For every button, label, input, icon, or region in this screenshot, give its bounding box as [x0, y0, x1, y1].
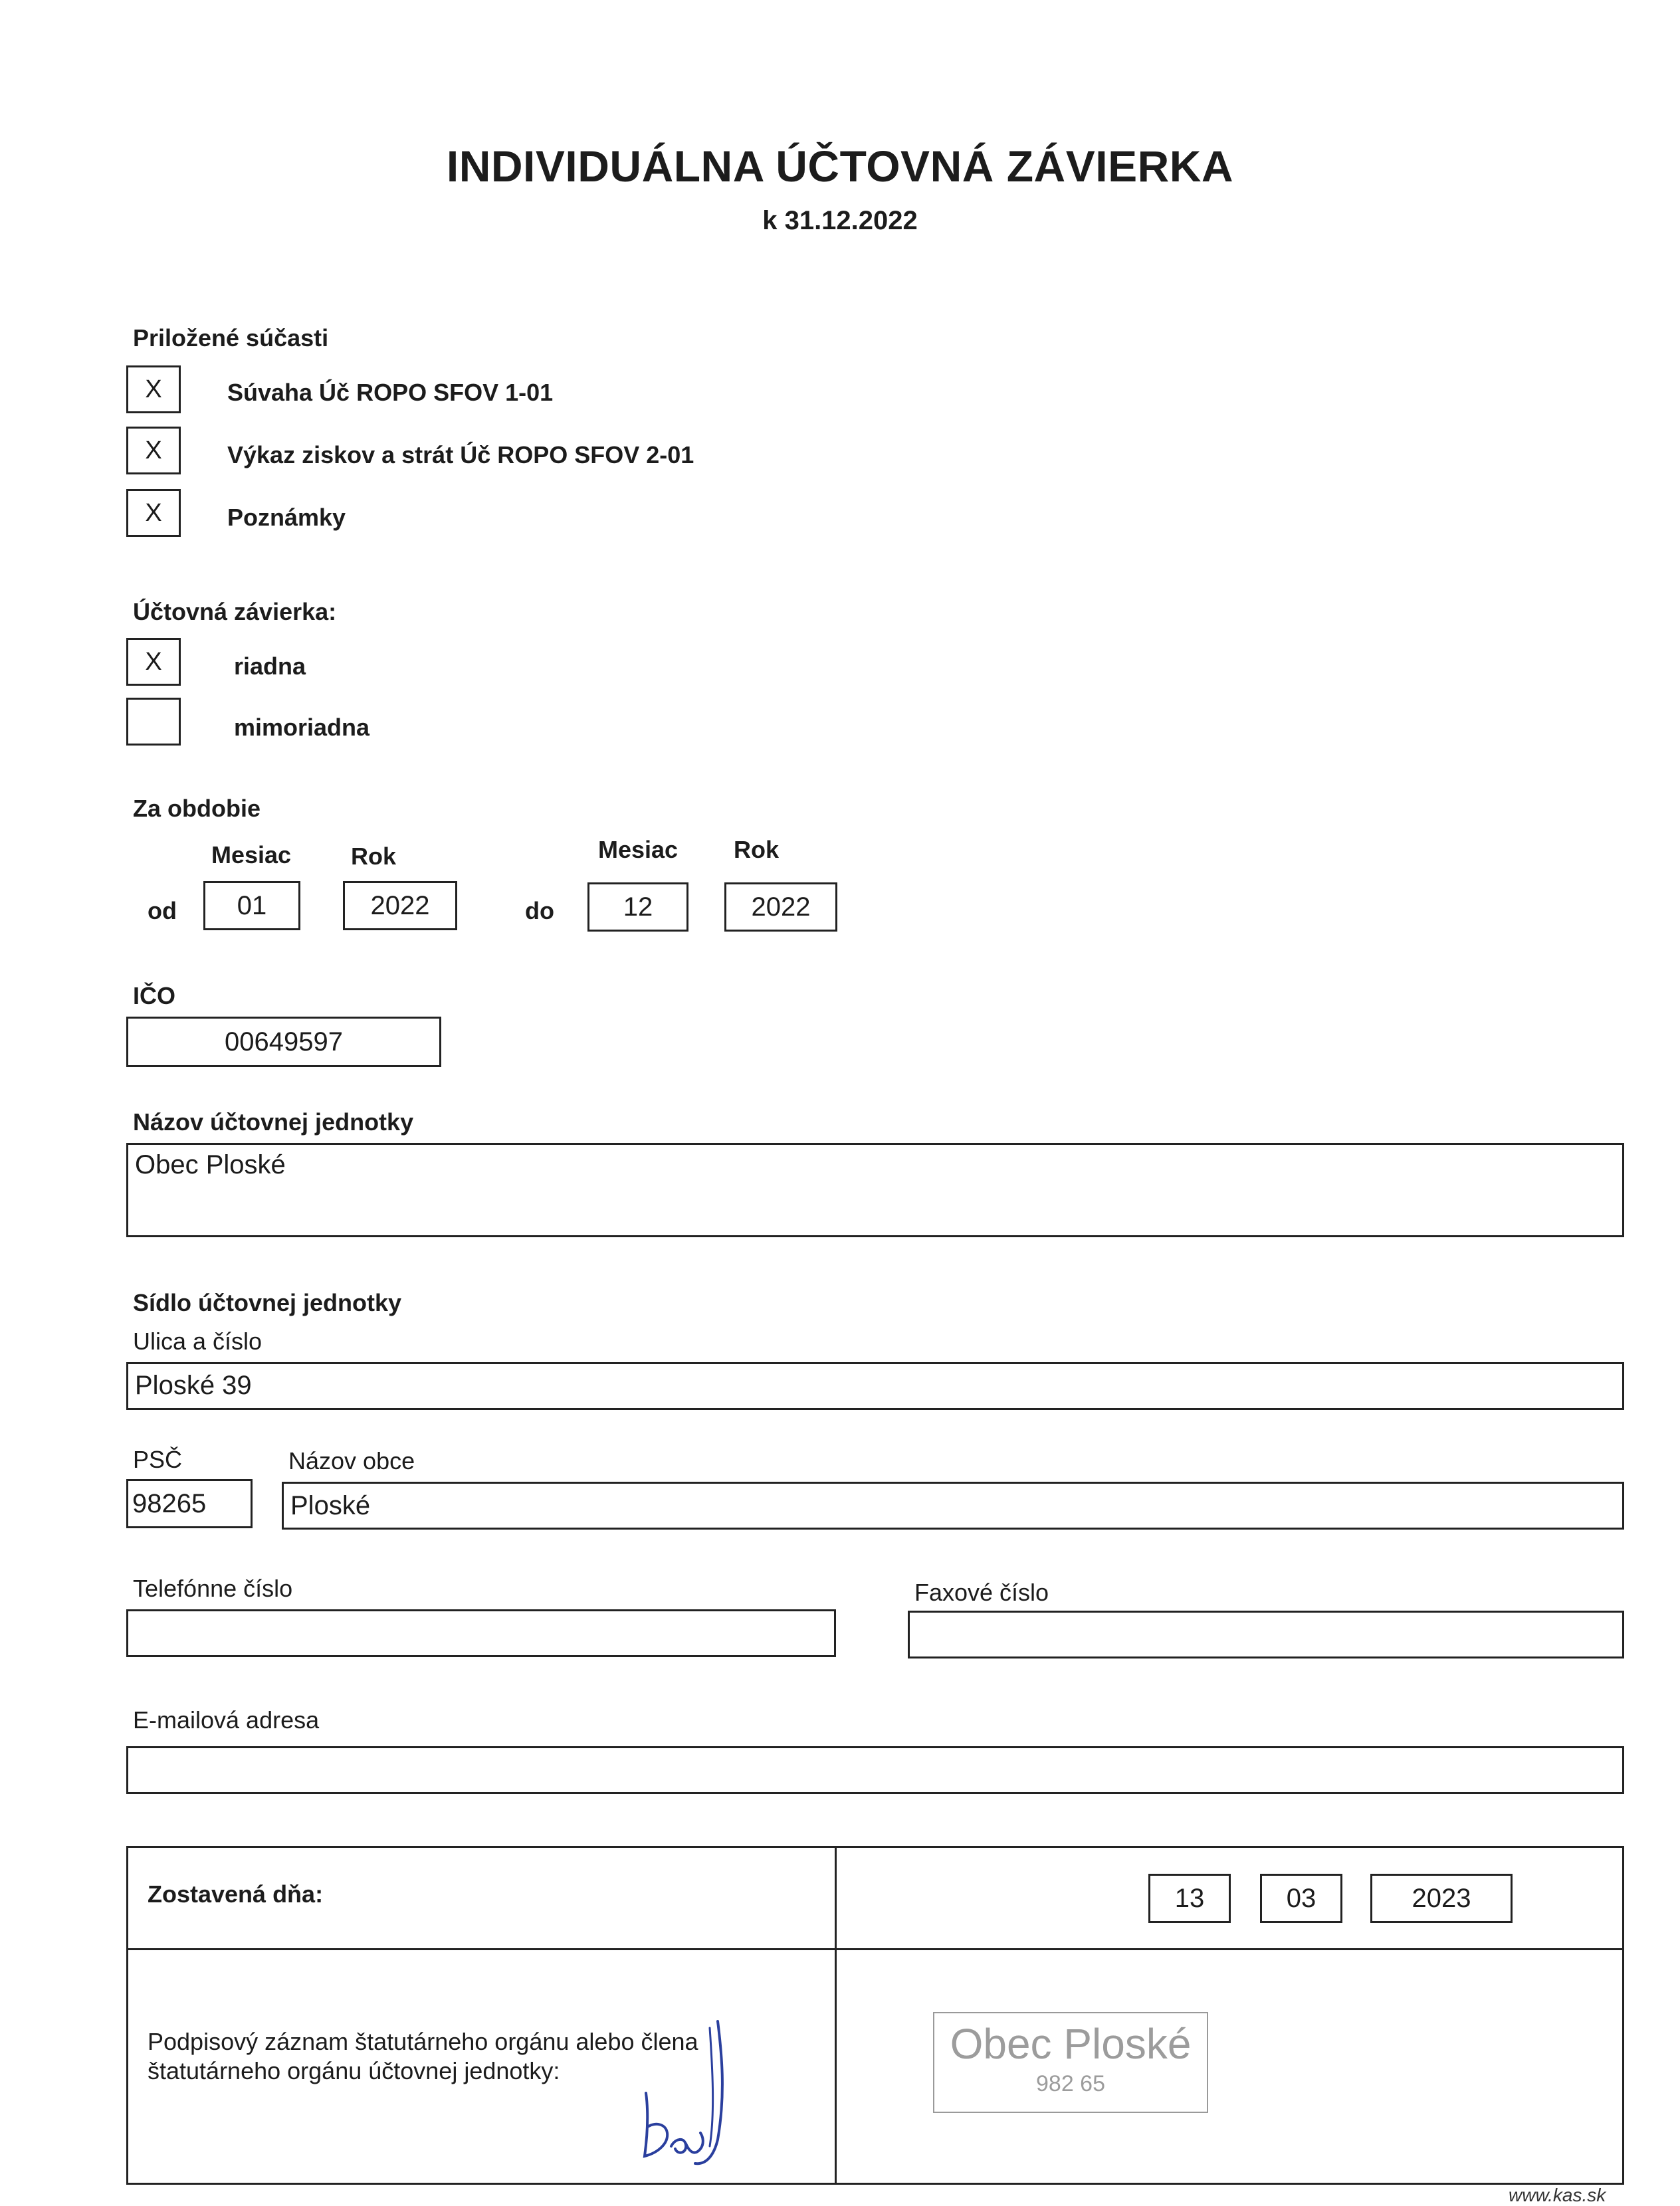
- street-label: Ulica a číslo: [133, 1328, 262, 1355]
- psc-field[interactable]: 98265: [126, 1479, 253, 1528]
- compiled-day-field[interactable]: 13: [1148, 1874, 1231, 1923]
- period-from-month-label: Mesiac: [211, 841, 292, 868]
- document-date: k 31.12.2022: [762, 206, 918, 235]
- checkbox-balance-sheet[interactable]: X: [126, 365, 181, 413]
- fax-label: Faxové číslo: [914, 1579, 1049, 1606]
- checkbox-regular[interactable]: X: [126, 638, 181, 686]
- checkbox-extraordinary[interactable]: [126, 698, 181, 746]
- entity-name-label: Názov účtovnej jednotky: [133, 1108, 414, 1136]
- period-from-label: od: [148, 897, 177, 924]
- phone-field[interactable]: [126, 1609, 836, 1657]
- period-to-year-label: Rok: [734, 836, 780, 863]
- statement-type-regular-label: riadna: [234, 652, 306, 680]
- checkbox-income-statement[interactable]: X: [126, 427, 181, 474]
- ico-field[interactable]: 00649597: [126, 1017, 441, 1067]
- handwritten-signature: [631, 2013, 791, 2186]
- signature-label-line2: štatutárneho orgánu účtovnej jednotky:: [148, 2057, 560, 2084]
- component-label-income-statement: Výkaz ziskov a strát Úč ROPO SFOV 2-01: [227, 441, 694, 468]
- table-horizontal-divider: [128, 1948, 1623, 1950]
- compiled-month-field[interactable]: 03: [1260, 1874, 1342, 1923]
- phone-label: Telefónne číslo: [133, 1575, 293, 1602]
- period-from-year-field[interactable]: 2022: [343, 881, 457, 930]
- town-field[interactable]: Ploské: [282, 1482, 1624, 1530]
- period-to-year-field[interactable]: 2022: [724, 882, 837, 932]
- component-label-notes: Poznámky: [227, 504, 346, 531]
- compiled-year-field[interactable]: 2023: [1370, 1874, 1513, 1923]
- signature-label-line1: Podpisový záznam štatutárneho orgánu alebo člena: [148, 2028, 698, 2055]
- ico-label: IČO: [133, 982, 176, 1009]
- stamp-postcode: 982 65: [1036, 2071, 1105, 2096]
- compiled-label: Zostavená dňa:: [148, 1880, 324, 1908]
- town-label: Názov obce: [288, 1447, 415, 1474]
- period-to-label: do: [525, 897, 554, 924]
- email-label: E-mailová adresa: [133, 1706, 320, 1734]
- period-heading: Za obdobie: [133, 795, 261, 822]
- document-title: INDIVIDUÁLNA ÚČTOVNÁ ZÁVIERKA: [446, 142, 1234, 191]
- table-vertical-divider: [835, 1847, 837, 2183]
- fax-field[interactable]: [908, 1611, 1624, 1658]
- address-heading: Sídlo účtovnej jednotky: [133, 1289, 402, 1316]
- email-field[interactable]: [126, 1746, 1624, 1794]
- entity-name-field[interactable]: Obec Ploské: [126, 1143, 1624, 1237]
- stamp-name: Obec Ploské: [950, 2020, 1192, 2068]
- component-label-balance-sheet: Súvaha Úč ROPO SFOV 1-01: [227, 379, 554, 406]
- checkbox-notes[interactable]: X: [126, 489, 181, 537]
- components-heading: Priložené súčasti: [133, 324, 329, 351]
- statement-type-heading: Účtovná závierka:: [133, 598, 337, 625]
- footer-url: www.kas.sk: [1509, 2185, 1606, 2205]
- period-from-year-label: Rok: [351, 843, 397, 870]
- street-field[interactable]: Ploské 39: [126, 1362, 1624, 1410]
- period-to-month-field[interactable]: 12: [587, 882, 688, 932]
- official-stamp: [933, 2012, 1208, 2113]
- statement-type-extraordinary-label: mimoriadna: [234, 714, 370, 741]
- period-to-month-label: Mesiac: [598, 836, 679, 863]
- period-from-month-field[interactable]: 01: [203, 881, 300, 930]
- psc-label: PSČ: [133, 1446, 183, 1473]
